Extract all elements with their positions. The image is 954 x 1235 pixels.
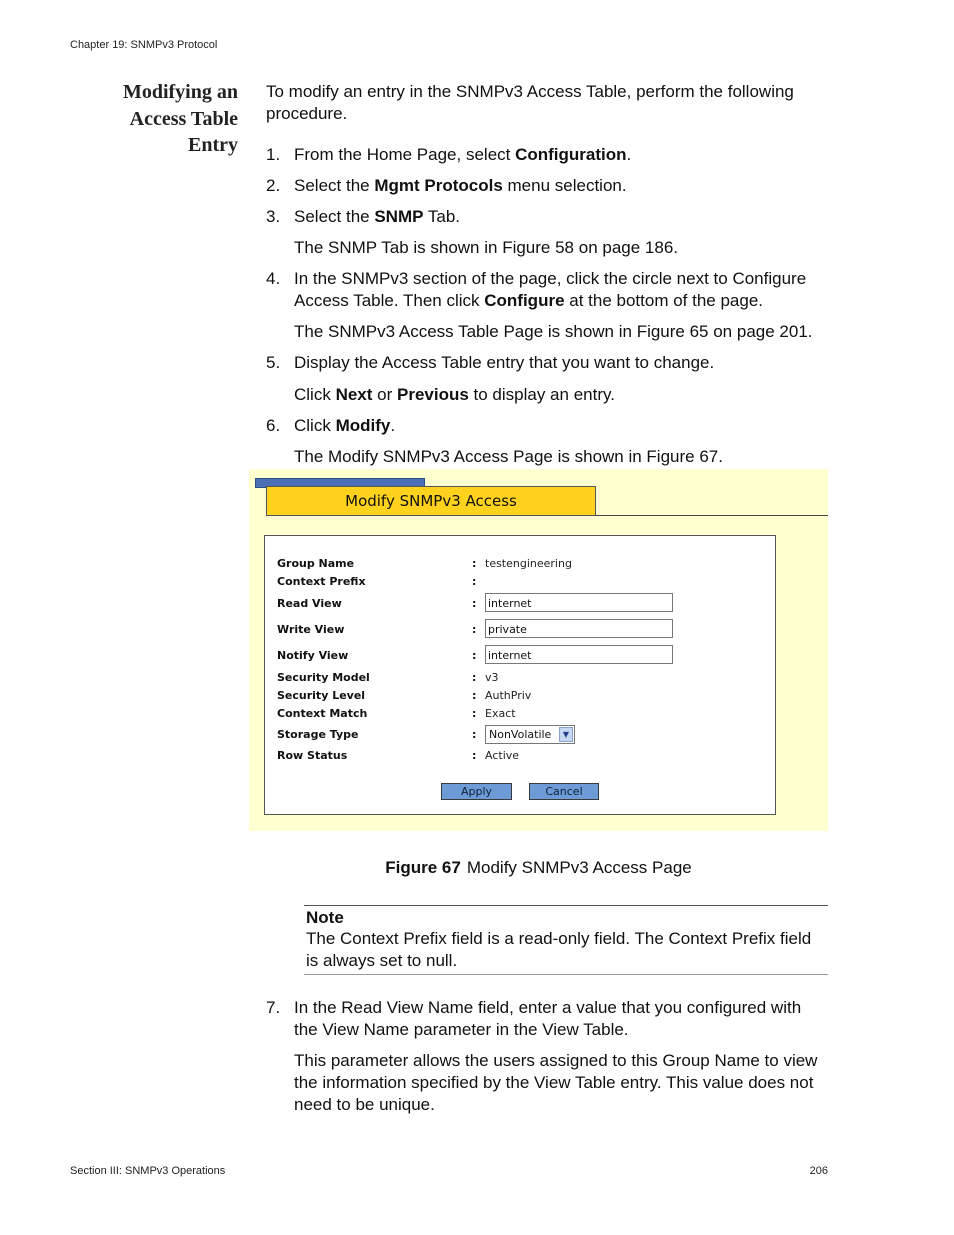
step-text-bold: SNMP xyxy=(374,207,424,226)
page-number: 206 xyxy=(809,1165,828,1177)
step-text-pre: Click xyxy=(294,416,336,435)
field-label: Security Level xyxy=(277,689,366,702)
step-text-pre: From the Home Page, select xyxy=(294,145,516,164)
step-text xyxy=(294,175,828,197)
step-4-detail: The SNMPv3 Access Table Page is shown in Figure 65 on page 201. xyxy=(294,322,813,341)
field-label: Group Name xyxy=(277,557,355,570)
note-text: The Context Prefix field is a read-only field. The Context Prefix field is always set to null. xyxy=(306,929,812,970)
detail-mid: or xyxy=(372,385,397,404)
apply-button[interactable]: Apply xyxy=(441,783,512,800)
step-text-bold: Modify xyxy=(335,416,391,435)
figure-caption xyxy=(249,857,828,879)
step-number: 6. xyxy=(266,416,281,435)
section-heading-line: Access Table xyxy=(129,107,238,130)
note-title: Note xyxy=(306,908,344,927)
field-colon: : xyxy=(472,597,477,610)
field-colon: : xyxy=(472,749,477,762)
step-number: 3. xyxy=(266,207,281,226)
step-6-detail: The Modify SNMPv3 Access Page is shown in Figure 67. xyxy=(294,447,723,466)
chevron-down-icon[interactable]: ▼ xyxy=(559,727,573,742)
row-read-view xyxy=(265,593,775,615)
intro-paragraph: To modify an entry in the SNMPv3 Access Table, perform the following procedure. xyxy=(266,82,794,123)
field-colon: : xyxy=(472,689,477,702)
access-form-panel xyxy=(264,535,776,815)
storage-type-selected: NonVolatile xyxy=(489,728,552,741)
section-heading-line: Entry xyxy=(188,134,238,156)
step-number: 4. xyxy=(266,269,281,288)
security-level-value: AuthPriv xyxy=(485,689,532,702)
step-text: Display the Access Table entry that you want to change. xyxy=(294,353,715,372)
step-text xyxy=(294,268,828,312)
chapter-header: Chapter 19: SNMPv3 Protocol xyxy=(70,39,218,51)
step-text-bold: Configuration xyxy=(515,145,627,164)
row-write-view xyxy=(265,619,775,641)
field-label: Write View xyxy=(277,623,345,636)
step-text-post: Tab. xyxy=(423,207,461,226)
step-text xyxy=(294,415,828,437)
detail-pre: Click xyxy=(294,385,336,404)
tab-divider xyxy=(596,515,828,516)
write-view-input[interactable]: private xyxy=(485,619,673,638)
step-3-detail: The SNMP Tab is shown in Figure 58 on page 186. xyxy=(294,238,678,257)
step-number: 5. xyxy=(266,353,281,372)
figure-label: Figure 67 xyxy=(385,858,461,877)
detail-post: to display an entry. xyxy=(468,385,615,404)
field-label: Storage Type xyxy=(277,728,359,741)
read-view-input[interactable]: internet xyxy=(485,593,673,612)
page-title-tab: Modify SNMPv3 Access xyxy=(266,486,596,516)
row-status-value: Active xyxy=(485,749,520,762)
step-text: In the Read View Name field, enter a value that you configured with the View Name parameter in the View Table. xyxy=(294,998,802,1039)
field-label: Row Status xyxy=(277,749,348,762)
field-label: Read View xyxy=(277,597,342,610)
step-number: 2. xyxy=(266,176,281,195)
field-colon: : xyxy=(472,707,477,720)
field-colon: : xyxy=(472,671,477,684)
footer-section: Section III: SNMPv3 Operations xyxy=(70,1165,226,1177)
section-heading-line: Modifying an xyxy=(122,81,238,103)
step-text-bold: Configure xyxy=(484,291,565,310)
field-label: Security Model xyxy=(277,671,370,684)
field-label: Context Prefix xyxy=(277,575,366,588)
figure-modify-snmpv3-access xyxy=(249,469,828,831)
step-text xyxy=(294,206,828,228)
context-match-value: Exact xyxy=(485,707,516,720)
field-colon: : xyxy=(472,728,477,741)
step-text-pre: Select the xyxy=(294,207,375,226)
step-text-post: . xyxy=(626,145,632,164)
row-notify-view xyxy=(265,645,775,667)
step-text-post: at the bottom of the page. xyxy=(564,291,764,310)
row-storage-type xyxy=(265,725,775,747)
field-colon: : xyxy=(472,649,477,662)
field-colon: : xyxy=(472,557,477,570)
step-text-post: menu selection. xyxy=(502,176,627,195)
step-text-pre: In the SNMPv3 section of the page, click the circle next to Configure Access Table. Then click xyxy=(294,269,807,310)
field-label: Notify View xyxy=(277,649,349,662)
step-text-post: . xyxy=(390,416,396,435)
security-model-value: v3 xyxy=(485,671,499,684)
notify-view-input[interactable]: internet xyxy=(485,645,673,664)
figure-caption-text: Modify SNMPv3 Access Page xyxy=(466,858,692,877)
step-text xyxy=(294,144,828,166)
field-colon: : xyxy=(472,623,477,636)
note-box xyxy=(304,905,828,975)
step-number: 7. xyxy=(266,998,281,1017)
group-name-value: testengineering xyxy=(485,557,572,570)
detail-bold-previous: Previous xyxy=(396,385,469,404)
storage-type-select[interactable] xyxy=(485,725,575,744)
section-heading xyxy=(60,79,238,159)
row-row-status xyxy=(265,749,775,771)
step-7-detail: This parameter allows the users assigned to this Group Name to view the information specified by the View Table entry. This value does not need to be unique. xyxy=(294,1051,818,1114)
step-text-pre: Select the xyxy=(294,176,375,195)
field-label: Context Match xyxy=(277,707,368,720)
step-number: 1. xyxy=(266,145,281,164)
detail-bold-next: Next xyxy=(335,385,373,404)
field-colon: : xyxy=(472,575,477,588)
step-text-bold: Mgmt Protocols xyxy=(374,176,503,195)
step-5-detail xyxy=(294,384,828,406)
cancel-button[interactable]: Cancel xyxy=(529,783,599,800)
